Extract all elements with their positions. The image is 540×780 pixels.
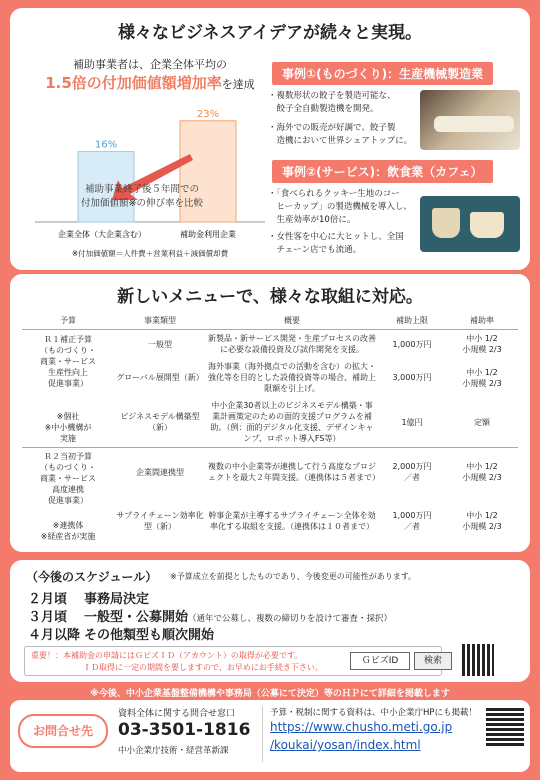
table-row — [22, 330, 518, 359]
web-link-line2[interactable]: /koukai/yosan/index.html — [270, 738, 421, 752]
row4-type: 企業間連携型 — [114, 448, 206, 497]
row3-limit: 1億円 — [401, 417, 423, 427]
case2-bullet2b: チェーン店でも流通。 — [268, 245, 362, 255]
schedule-2-what: 一般型・公募開始 — [84, 610, 189, 625]
contact-desk: 資料全体に関する問合せ窓口 — [118, 709, 236, 719]
row5-type: サプライチェーン効率化型（新） — [116, 510, 204, 531]
budget-r1-line: 促進事業） — [48, 378, 88, 388]
case1-bullet1a: ・複数形状の餃子を製造可能な、 — [268, 91, 396, 101]
budget-r2-line: Ｒ２当初予算 — [44, 452, 92, 461]
contact-panel — [10, 700, 530, 772]
gyoza-machine-photo — [420, 90, 520, 150]
budget-r1-line: 生産性向上 — [48, 367, 88, 377]
schedule-note: ※予算成立を前提としたものであり、今後変更の可能性があります。 — [170, 572, 417, 581]
row2-rate: 中小 1/2 小規模 2/3 — [462, 367, 502, 388]
row4-desc: 複数の中小企業等が連携して行う高度なプロジェクトを最大２年間支援。（連携体は５者まで） — [206, 448, 378, 497]
website-qr-code[interactable] — [486, 708, 524, 746]
schedule-3-what: その他類型も順次開始 — [84, 628, 215, 643]
budget-r1-line: Ｒ１補正予算 — [44, 334, 92, 344]
schedule-2-note: （通年で公募し、複数の締切りを設けて審査・採択） — [188, 614, 393, 624]
budget-r2-line: ※連携体 — [52, 521, 84, 530]
bar-company-average-label: 企業全体（大企業含む） — [58, 230, 146, 239]
header-summary: 概要 — [206, 312, 378, 330]
contact-phone[interactable]: 03-3501-1816 — [118, 720, 251, 740]
budget-r2-line: （ものづくり・ — [40, 463, 96, 472]
bar-subsidized-companies-value: 23% — [196, 108, 220, 120]
row4-limit: 2,000万円 ／者 — [378, 448, 446, 497]
row1-desc: 新製品・新サービス開発・生産プロセスの改善に必要な設備投資及び試作開発を支援。 — [208, 334, 376, 354]
budget-r1-line: 実施 — [60, 433, 76, 443]
row3-type: ビジネスモデル構築型（新） — [120, 412, 200, 432]
value-added-footnote: ※付加価値額＝人件費＋営業利益＋減価償却費 — [71, 249, 229, 258]
schedule-3-when: ４月以降 — [28, 628, 81, 643]
header-limit: 補助上限 — [378, 312, 446, 330]
success-cases-panel — [10, 8, 530, 270]
case1-header: 事例①(ものづくり)：生産機械製造業 — [272, 62, 493, 85]
new-menu-panel — [10, 274, 530, 552]
cookie-cup-photo — [420, 196, 520, 252]
row3-rate: 定額 — [474, 417, 490, 427]
schedule-title: （今後のスケジュール） — [26, 570, 158, 584]
budget-r1-line: 商業・サービス — [40, 356, 96, 366]
header-rate: 補助率 — [446, 312, 518, 330]
gbizid-search-input[interactable]: ＧビズID — [350, 652, 410, 670]
budget-r1-cell — [22, 330, 114, 448]
bar-subsidized-companies-label: 補助金利用企業 — [180, 230, 236, 239]
row2-type: グローバル展開型（新） — [116, 373, 204, 382]
section1-title: 様々なビジネスアイデアが続々と実現。 — [118, 23, 422, 43]
budget-r2-line: 促進事業） — [48, 496, 88, 505]
gbizid-notice-line1: 重要！：本補助金の申請にはＧビズＩＤ（アカウント）の取得が必要です。 — [31, 651, 303, 660]
case1-text — [268, 90, 418, 148]
schedule-row-1 — [28, 588, 149, 607]
schedule-1-when: ２月頃 — [28, 592, 68, 607]
row1-type: 一般型 — [148, 339, 172, 349]
bar-company-average-value: 16% — [94, 139, 118, 151]
budget-r2-cell — [22, 448, 114, 546]
budget-r1-line: （ものづくり・ — [40, 345, 96, 355]
header-type: 事業類型 — [114, 312, 206, 330]
chart-note-2: 付加価値額※の伸び率を比較 — [81, 198, 203, 209]
gbizid-qr-code[interactable] — [462, 644, 494, 676]
schedule-1-what: 事務局決定 — [84, 592, 150, 607]
schedule-2-when: ３月頃 — [28, 610, 68, 625]
case2-bullet2a: ・女性客を中心に大ヒットし、全国 — [268, 232, 404, 242]
growth-chart — [30, 96, 270, 256]
schedule-row-3 — [28, 624, 214, 643]
schedule-panel — [10, 560, 530, 682]
info-banner: ※今後、中小企業基盤整備機構や事務局（公募にて決定）等のＨＰにて詳細を掲載します — [90, 689, 450, 699]
case1-bullet2b: 造機において世界シェアトップに。 — [268, 136, 413, 146]
case1-bullet1b: 餃子全自動製造機を開発。 — [268, 104, 379, 114]
row3-desc: 中小企業30者以上のビジネスモデル構築・事業計画策定のための面的支援プログラムを補助。（例：面的デジタル化支援、デザインキャンプ、ロボット導入FS等） — [210, 401, 374, 443]
chart-caption-text: 補助事業者は、企業全体平均の — [73, 58, 227, 71]
chart-caption-end: を達成 — [221, 78, 255, 91]
row4-rate: 中小 1/2 小規模 2/3 — [446, 448, 518, 497]
section2-title: 新しいメニューで、様々な取組に対応。 — [117, 287, 423, 307]
row5-rate: 中小 1/2 小規模 2/3 — [462, 510, 502, 531]
subsidy-menu-table — [22, 312, 518, 545]
case1-bullet2a: ・海外での販売が好調で、餃子製 — [268, 123, 396, 133]
table-header-row — [22, 312, 518, 330]
header-budget: 予算 — [22, 312, 114, 330]
table-row — [22, 448, 518, 497]
row1-rate: 中小 1/2 小規模 2/3 — [462, 334, 502, 354]
row2-limit: 3,000万円 — [392, 373, 432, 382]
budget-r2-line: 商業・サービス — [40, 474, 96, 483]
budget-r2-line: ※経産省が実施 — [40, 532, 96, 541]
row1-limit: 1,000万円 — [392, 339, 432, 349]
row5-desc: 幹事企業が主導するサプライチェーン全体を効率化する取組を支援。（連携体は１０者まで） — [208, 510, 376, 531]
case2-bullet1a: ・「食べられるクッキー生地のコー — [268, 189, 400, 199]
schedule-row-2 — [28, 606, 392, 625]
budget-r1-line: ※個社 — [56, 411, 80, 421]
case2-text — [268, 188, 418, 257]
chart-note-1: 補助事業終了後５年間での — [84, 184, 200, 195]
case2-bullet1b: ヒーカップ」の製造機械を導入し、 — [268, 202, 412, 212]
chart-caption — [30, 56, 270, 93]
row2-desc: 海外事業（海外拠点での活動を含む）の拡大・強化等を目的とした設備投資等の場合、補助上限額を引上げ。 — [208, 362, 376, 393]
gbizid-search-button[interactable]: 検索 — [414, 652, 452, 670]
row5-limit: 1,000万円 ／者 — [392, 510, 432, 531]
web-link-line1[interactable]: https://www.chusho.meti.go.jp — [270, 720, 453, 734]
gbizid-notice-line2: ＩＤ取得に一定の期間を要しますので、お早めにお手続き下さい。 — [83, 663, 323, 672]
budget-r2-line: 高度連携 — [52, 485, 84, 494]
case2-header: 事例②(サービス)：飲食業（カフェ） — [272, 160, 493, 183]
contact-label: お問合せ先 — [18, 714, 108, 748]
contact-divider — [262, 706, 263, 762]
web-note: 予算・税制に関する資料は、中小企業庁HPにも掲載！ — [270, 708, 478, 718]
budget-r1-line: ※中小機構が — [44, 422, 92, 432]
chart-caption-highlight: 1.5倍の付加価値額増加率 — [45, 74, 222, 92]
case2-bullet1c: 生産効率が10倍に。 — [268, 215, 356, 225]
contact-dept: 中小企業庁技術・経営革新課 — [118, 746, 229, 756]
